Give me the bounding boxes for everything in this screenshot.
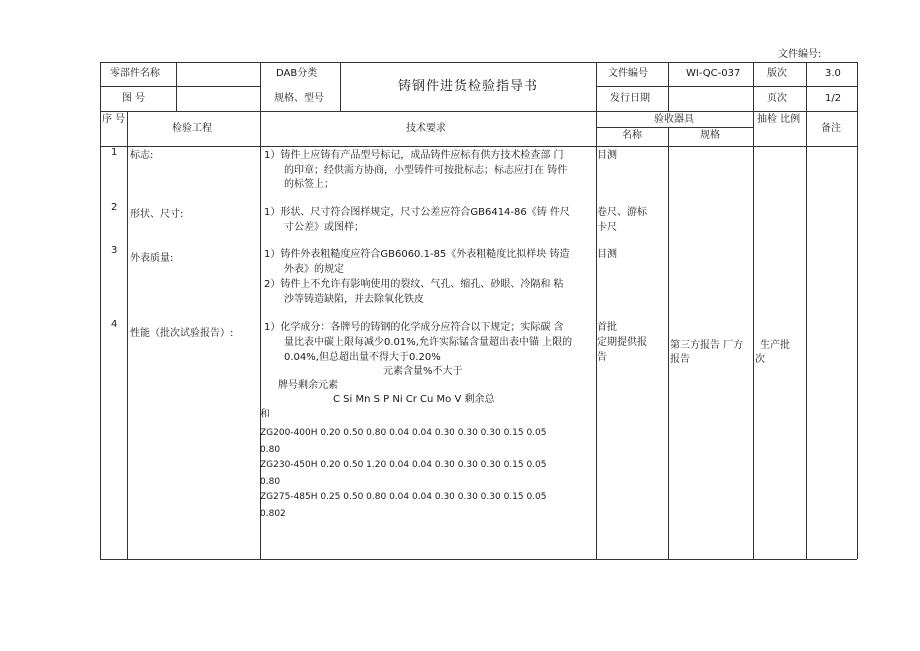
- col-tech: 技术要求: [406, 123, 446, 134]
- row-item: 形状、尺寸:: [130, 209, 184, 220]
- equip-spec: 第三方报告 厂方: [670, 340, 744, 351]
- col-equip-name: 名称: [622, 130, 642, 141]
- col-remark: 备注: [821, 123, 841, 134]
- page-title: 铸钢件进货检验指导书: [398, 79, 539, 94]
- grade-row-tail: 0.80: [260, 445, 281, 455]
- grade-row-tail: 0.802: [260, 509, 286, 519]
- col-equipment: 验收器具: [654, 114, 694, 125]
- equip-name: 首批: [597, 322, 617, 333]
- equip-name: 告: [597, 352, 607, 363]
- dab-label: DAB分类: [276, 68, 318, 79]
- tech-line: 的印章；经供需方协商，小型铸件可按批标志；标志应打在 铸件: [284, 165, 568, 176]
- grade-row-tail: 0.80: [260, 477, 281, 487]
- issue-date-label: 发行日期: [610, 93, 650, 104]
- drawing-label: 图 号: [122, 93, 146, 104]
- doc-number-label: 文件编号:: [778, 49, 822, 60]
- tech-line: 沙等铸造缺陷，并去除氧化铁皮: [284, 294, 424, 305]
- col-item: 检验工程: [172, 123, 212, 134]
- tech-line: 1）形状、尺寸符合图样规定，尺寸公差应符合GB6414-86《铸 件尺: [264, 207, 570, 218]
- grade-row: ZG200-400H 0.20 0.50 0.80 0.04 0.04 0.30 0.30 0.30 0.15 0.05: [260, 428, 547, 438]
- equip-name: 目测: [597, 249, 617, 260]
- tech-line: 量比表中碳上限每减少0.01%,允许实际锰含量超出表中锚 上限的: [284, 337, 573, 348]
- col-seq: 序 号: [102, 114, 126, 125]
- row-seq: 3: [111, 245, 118, 256]
- row-item: 标志:: [130, 150, 154, 161]
- equip-name: 卷尺、游标: [597, 207, 647, 218]
- version-label: 版次: [767, 68, 787, 79]
- equip-name: 卡尺: [597, 222, 617, 233]
- page-label: 页次: [767, 93, 787, 104]
- col-sampling: 抽检 比例: [757, 114, 801, 125]
- tech-line: 外表》的规定: [284, 264, 344, 275]
- file-no-label: 文件编号: [608, 68, 648, 79]
- grade-row: ZG230-450H 0.20 0.50 1.20 0.04 0.04 0.30 0.30 0.30 0.15 0.05: [260, 460, 547, 470]
- row-seq: 4: [111, 319, 118, 330]
- row-seq: 1: [111, 147, 118, 158]
- tech-line: 寸公差》或图样；: [284, 222, 364, 233]
- tech-line: 1）化学成分：各牌号的铸钢的化学成分应符合以下规定；实际碳 含: [264, 322, 564, 333]
- element-header: C Si Mn S P Ni Cr Cu Mo V 剩余总: [333, 394, 495, 405]
- tech-line: 2）铸件上不允许有影响使用的裂纹、气孔、缩孔、砂眼、冷隔和 粘: [264, 279, 564, 290]
- composition-caption: 元素含量%不大于: [383, 366, 463, 377]
- equip-spec: 报告: [670, 354, 690, 365]
- tech-line: 1）铸件外表粗糙度应符合GB6060.1-85《外表粗糙度比拟样块 铸造: [264, 249, 570, 260]
- grade-caption: 牌号剩余元素: [278, 380, 338, 391]
- col-equip-spec: 规格: [700, 130, 720, 141]
- grade-row: ZG275-485H 0.25 0.50 0.80 0.04 0.04 0.30 0.30 0.30 0.15 0.05: [260, 492, 547, 502]
- row-seq: 2: [111, 202, 118, 213]
- page-value: 1/2: [825, 93, 842, 104]
- sampling-ratio: 次: [755, 354, 765, 365]
- row-item: 外表质量:: [130, 253, 174, 264]
- part-name-label: 零部件名称: [110, 68, 160, 79]
- equip-name: 目测: [597, 150, 617, 161]
- file-no-value: WI-QC-037: [686, 68, 741, 79]
- sampling-ratio: 生产批: [760, 340, 790, 351]
- spec-label: 规格、型号: [274, 93, 324, 104]
- and-label: 和: [260, 409, 270, 420]
- tech-line: 的标签上；: [284, 179, 334, 190]
- tech-line: 1）铸件上应铸有产品型号标记，成品铸件应标有供方技术检查部 门: [264, 150, 564, 161]
- version-value: 3.0: [825, 68, 841, 79]
- tech-line: 0.04%,但总超出量不得大于0.20%: [284, 352, 441, 363]
- row-item: 性能（批次试验报告）:: [130, 328, 234, 339]
- equip-name: 定期提供报: [597, 337, 647, 348]
